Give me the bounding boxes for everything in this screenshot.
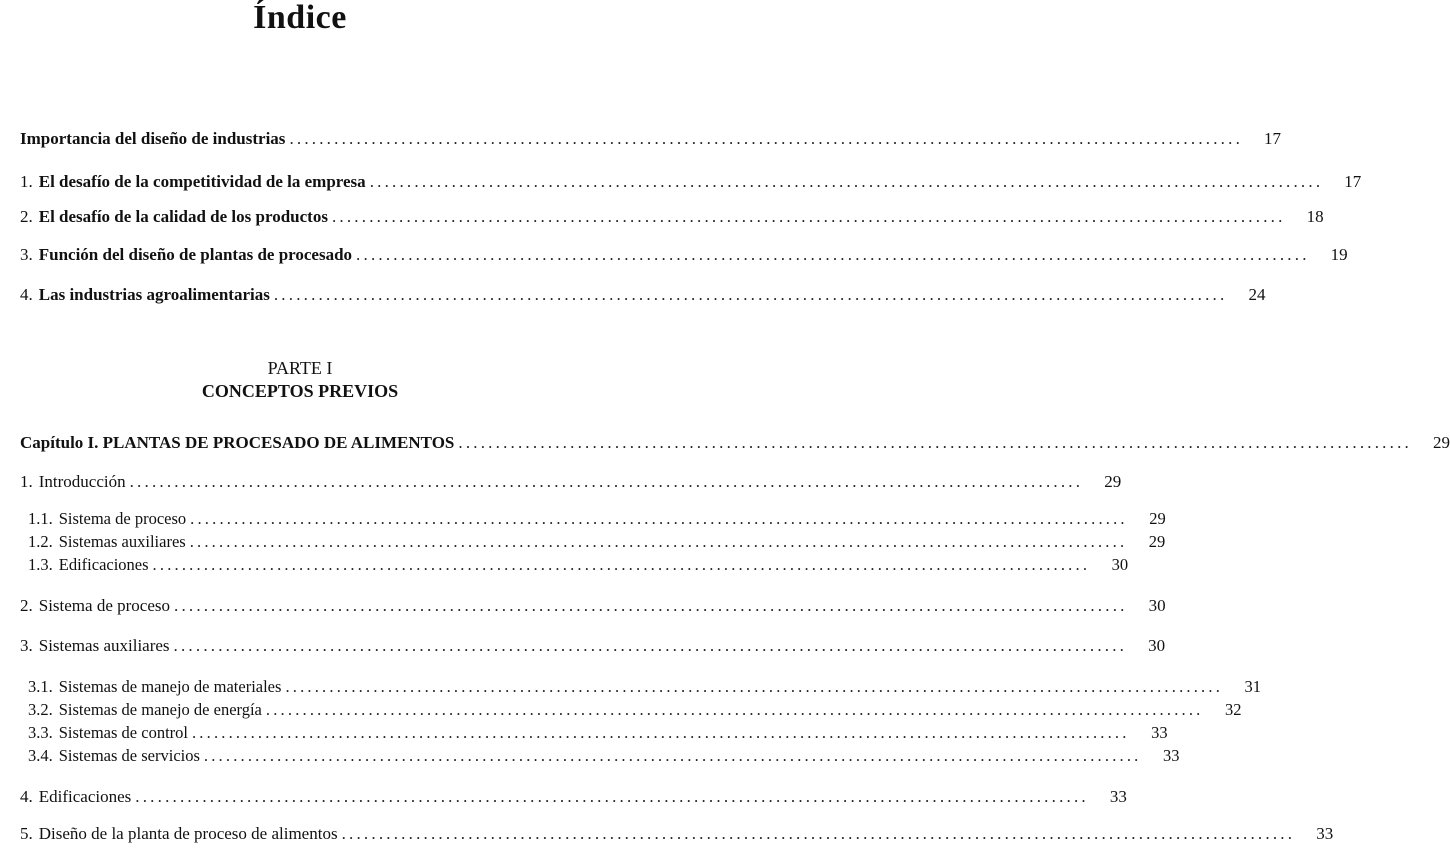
toc-subentry-1-3[interactable] [28,553,1129,577]
toc-entry-label: Diseño de la planta de proceso de alimentos [38,824,338,843]
toc-page-number: 30 [1148,636,1166,655]
dot-leader: ................................................................................................................................ [341,824,1296,843]
toc-entry-label: Función del diseño de plantas de procesado [38,245,353,264]
toc-entry-label: Sistemas de servicios [58,746,200,765]
toc-subentry-3-4[interactable] [28,744,1180,768]
toc-entry-sistemas-auxiliares[interactable] [20,634,1166,658]
toc-page-number: 17 [1264,129,1282,148]
toc-page-number: 29 [1148,532,1166,551]
toc-entry-label: Sistemas de manejo de energía [58,700,262,719]
toc-entry-edificaciones[interactable] [20,785,1127,809]
toc-entry-diseno-planta[interactable] [20,822,1334,846]
dot-leader: ................................................................................................................................ [356,245,1310,264]
toc-entry-number: 3. [20,245,33,264]
dot-leader: ................................................................................................................................ [190,509,1128,528]
part-title: CONCEPTOS PREVIOS [201,381,399,401]
toc-entry-number: 5. [20,824,33,843]
toc-entry-label: Sistemas de manejo de materiales [58,677,282,696]
toc-subentry-3-2[interactable] [28,698,1242,722]
toc-page-number: 24 [1248,285,1266,304]
toc-entry-label: Sistemas auxiliares [38,636,170,655]
toc-entry-number: 1. [20,172,33,191]
toc-page-number: 33 [1163,746,1180,765]
toc-page-number: 32 [1225,700,1242,719]
toc-entry-number: 2. [20,207,33,226]
toc-entry-label: Importancia del diseño de industrias [20,129,286,148]
dot-leader: ................................................................................................................................ [152,555,1091,574]
dot-leader: ................................................................................................................................ [369,172,1324,191]
toc-entry-number: 4. [20,787,33,806]
toc-entry-label: El desafío de la calidad de los productos [38,207,328,226]
dot-leader: ................................................................................................................................ [174,596,1128,615]
toc-entry-number: 1.3. [28,555,53,574]
toc-entry-number: 3. [20,636,33,655]
part-heading: PARTE I [267,358,333,378]
toc-entry-importancia[interactable] [20,127,1282,151]
toc-page-number: 17 [1344,172,1362,191]
toc-entry-number: 3.3. [28,723,53,742]
toc-entry-label: Sistema de proceso [38,596,170,615]
toc-entry-competitividad[interactable] [20,170,1362,194]
dot-leader: ................................................................................................................................ [135,787,1089,806]
toc-entry-label: Edificaciones [58,555,149,574]
toc-entry-introduccion[interactable] [20,470,1122,494]
toc-chapter-1[interactable] [20,431,1450,455]
dot-leader: ................................................................................................................................ [129,472,1084,491]
toc-subentry-3-1[interactable] [28,675,1262,699]
toc-page-number: 31 [1244,677,1262,696]
toc-page-number: 18 [1306,207,1324,226]
dot-leader: ................................................................................................................................ [331,207,1286,226]
toc-entry-calidad[interactable] [20,205,1324,229]
toc-entry-label: Sistema de proceso [58,509,187,528]
toc-entry-number: 1.1. [28,509,53,528]
toc-entry-number: 3.4. [28,746,53,765]
toc-subentry-3-3[interactable] [28,721,1168,745]
toc-entry-number: 3.2. [28,700,53,719]
toc-entry-funcion[interactable] [20,243,1348,267]
toc-entry-label: El desafío de la competitividad de la empresa [38,172,366,191]
dot-leader: ................................................................................................................................ [203,746,1142,765]
toc-page-number: 29 [1149,509,1166,528]
toc-entry-number: 2. [20,596,33,615]
toc-entry-number: 3.1. [28,677,53,696]
toc-page-number: 30 [1148,596,1166,615]
toc-subentry-1-2[interactable] [28,530,1166,554]
dot-leader: ................................................................................................................................ [189,532,1128,551]
dot-leader: ................................................................................................................................ [285,677,1224,696]
toc-entry-label: Las industrias agroalimentarias [38,285,270,304]
toc-page-number: 29 [1432,433,1450,452]
dot-leader: ................................................................................................................................ [265,700,1204,719]
toc-entry-label: Edificaciones [38,787,132,806]
toc-entry-label: Sistemas auxiliares [58,532,186,551]
toc-page-number: 30 [1111,555,1129,574]
toc-entry-label: Introducción [38,472,126,491]
toc-entry-sistema-proceso[interactable] [20,594,1166,618]
toc-entry-number: 1. [20,472,33,491]
toc-page-number: 29 [1104,472,1122,491]
dot-leader: ................................................................................................................................ [191,723,1130,742]
toc-page-number: 33 [1316,824,1334,843]
toc-entry-number: 4. [20,285,33,304]
page-title: Índice [253,0,347,36]
toc-entry-label: Sistemas de control [58,723,188,742]
dot-leader: ................................................................................................................................ [273,285,1228,304]
dot-leader: ................................................................................................................................ [458,433,1412,452]
toc-entry-label: Capítulo I. PLANTAS DE PROCESADO DE ALIMENTOS [20,433,455,452]
toc-entry-agroalimentarias[interactable] [20,283,1266,307]
dot-leader: ................................................................................................................................ [289,129,1244,148]
toc-page-number: 19 [1330,245,1348,264]
toc-page-number: 33 [1109,787,1127,806]
toc-page-number: 33 [1151,723,1168,742]
dot-leader: ................................................................................................................................ [173,636,1128,655]
toc-entry-number: 1.2. [28,532,53,551]
toc-subentry-1-1[interactable] [28,507,1166,531]
